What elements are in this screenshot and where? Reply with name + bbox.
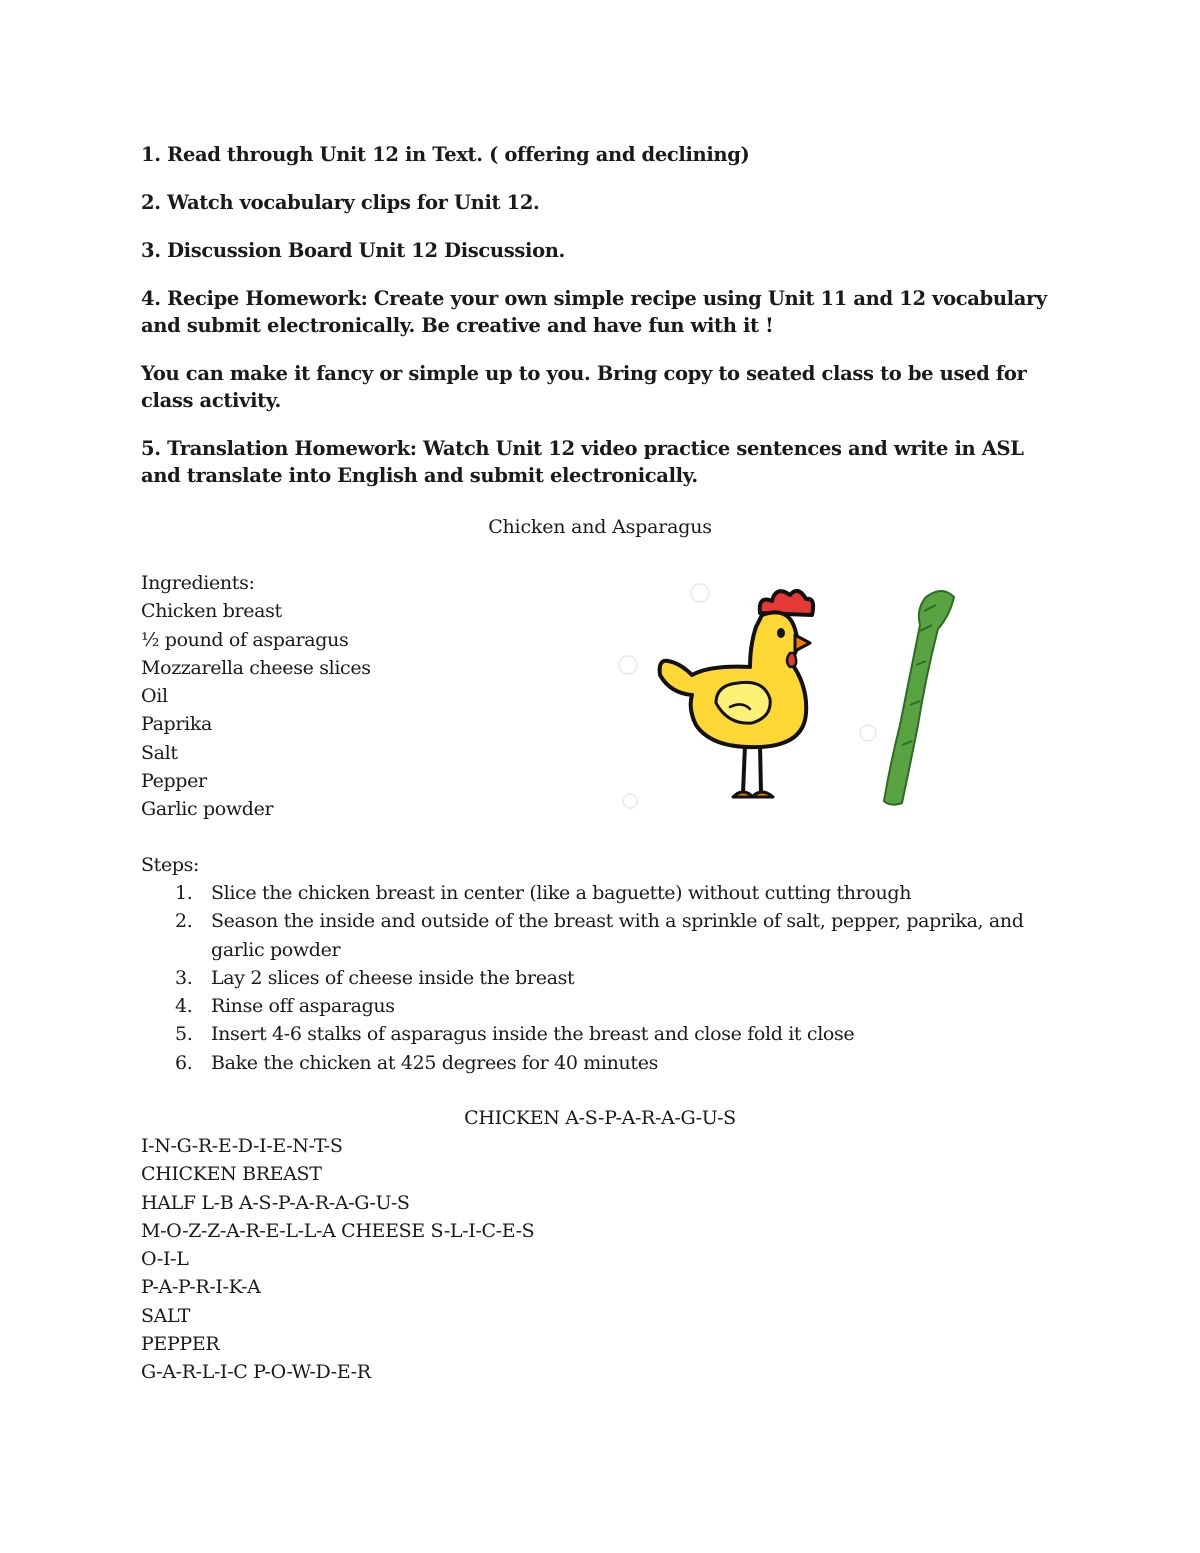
steps-label-text: Steps: (141, 854, 200, 876)
ingredients-label: Ingredients: (141, 572, 255, 594)
ingredient-item: Pepper (141, 770, 207, 793)
step-item (141, 907, 1071, 964)
steps-list (141, 879, 1071, 1077)
ingredient-item: ½ pound of asparagus (141, 628, 349, 651)
ingredient-item: Chicken breast (141, 600, 282, 623)
step-text: Bake the chicken at 425 degrees for 40 minutes (211, 1051, 659, 1074)
asl-line: M-O-Z-Z-A-R-E-L-L-A CHEESE S-L-I-C-E-S (141, 1219, 535, 1242)
task-list (141, 141, 1061, 510)
chicken-icon (660, 591, 813, 797)
ingredients-list (141, 569, 371, 824)
task-item: 5. Translation Homework: Watch Unit 12 video practice sentences and write in ASL and translate into English and submit electronically. (141, 437, 1024, 487)
task-item: 3. Discussion Board Unit 12 Discussion. (141, 239, 565, 262)
asl-line: P-A-P-R-I-K-A (141, 1276, 261, 1299)
asl-line: CHICKEN BREAST (141, 1163, 322, 1186)
asl-line: HALF L-B A-S-P-A-R-A-G-U-S (141, 1191, 410, 1214)
recipe-illustration (600, 575, 980, 815)
recipe-title: Chicken and Asparagus (488, 516, 712, 538)
ingredient-item: Paprika (141, 713, 212, 736)
step-text: Lay 2 slices of cheese inside the breast (211, 966, 575, 989)
step-number: 6. (175, 1051, 193, 1074)
ingredient-item: Oil (141, 685, 168, 708)
step-number: 4. (175, 995, 193, 1018)
step-text: Slice the chicken breast in center (like a baguette) without cutting through (211, 882, 912, 904)
task-item: 4. Recipe Homework: Create your own simple recipe using Unit 11 and 12 vocabulary and submit electronically. Be creative and have fun with it ! (141, 287, 1047, 337)
task-note: You can make it fancy or simple up to you. Bring copy to seated class to be used for class activity. (141, 362, 1027, 412)
task-item: 1. Read through Unit 12 in Text. ( offering and declining) (141, 143, 750, 166)
step-text: Insert 4-6 stalks of asparagus inside the breast and close fold it close (211, 1023, 855, 1046)
step-number: 3. (175, 966, 193, 989)
step-item (141, 1020, 1071, 1048)
step-number: 2. (175, 910, 193, 933)
asl-title: CHICKEN A-S-P-A-R-A-G-U-S (464, 1107, 736, 1129)
step-text: Season the inside and outside of the breast with a sprinkle of salt, pepper, paprika, and garlic powder (211, 910, 1024, 961)
step-item (141, 992, 1071, 1020)
asl-line: O-I-L (141, 1248, 189, 1271)
steps-label (141, 851, 199, 879)
asl-line: G-A-R-L-I-C P-O-W-D-E-R (141, 1361, 371, 1384)
asparagus-icon (884, 591, 954, 805)
step-number: 5. (175, 1023, 193, 1046)
step-item (141, 964, 1071, 992)
ingredient-item: Salt (141, 741, 178, 764)
asl-line: I-N-G-R-E-D-I-E-N-T-S (141, 1135, 343, 1157)
step-item (141, 1049, 1071, 1077)
asl-line: PEPPER (141, 1333, 220, 1356)
ingredient-item: Mozzarella cheese slices (141, 656, 371, 679)
step-number: 1. (175, 882, 193, 904)
step-item (141, 879, 1071, 907)
ingredient-item: Garlic powder (141, 798, 274, 821)
asl-line: SALT (141, 1304, 191, 1327)
task-item: 2. Watch vocabulary clips for Unit 12. (141, 191, 540, 214)
asl-gloss-list (141, 1132, 534, 1387)
step-text: Rinse off asparagus (211, 995, 395, 1018)
